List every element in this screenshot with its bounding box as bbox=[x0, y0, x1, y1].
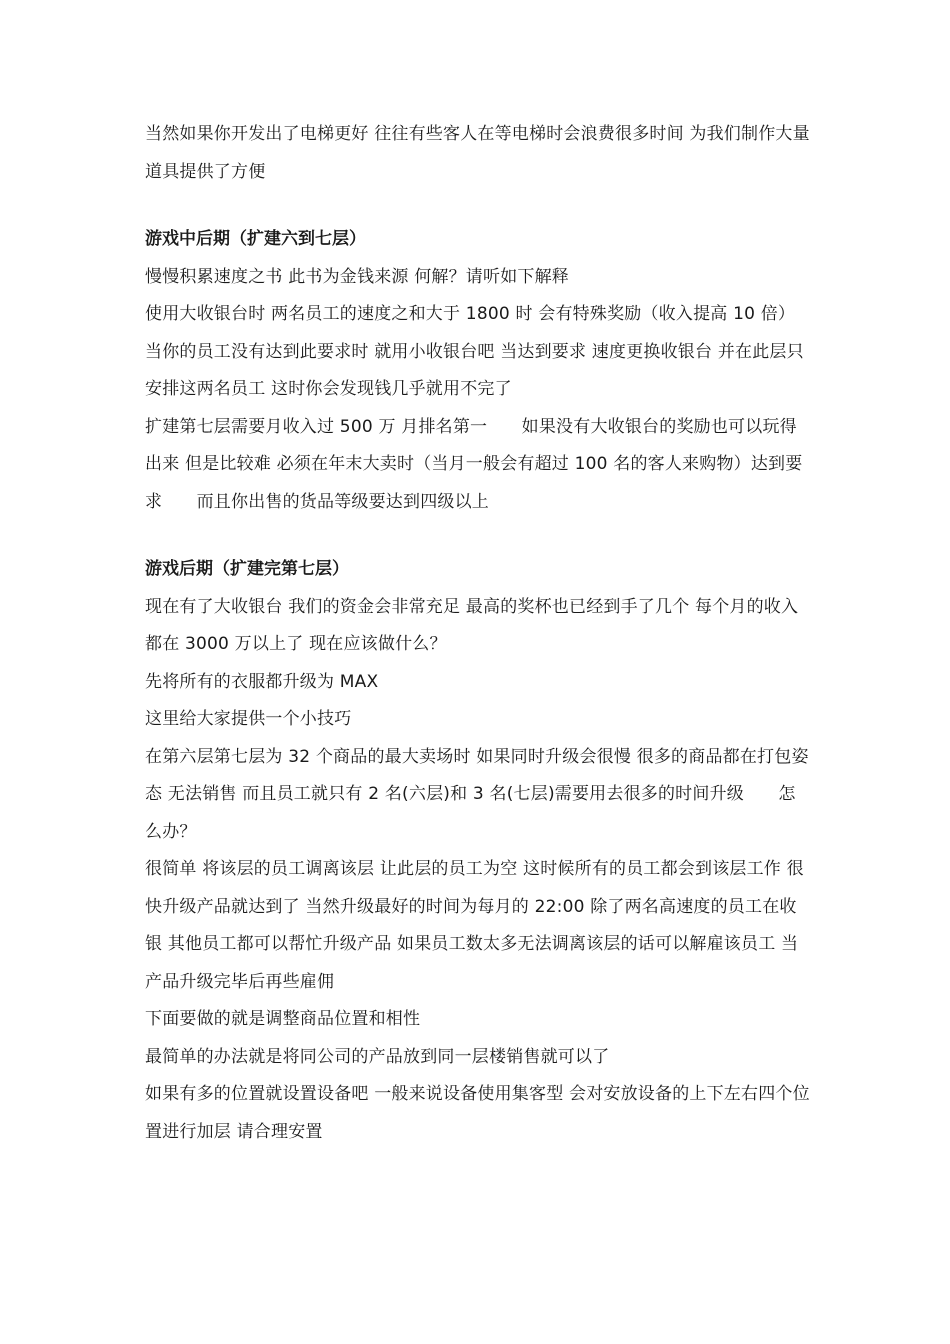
section-spacer bbox=[145, 191, 810, 221]
paragraph-funds: 现在有了大收银台 我们的资金会非常充足 最高的奖杯也已经到手了几个 每个月的收入都在 3000 万以上了 现在应该做什么？ bbox=[145, 596, 799, 654]
paragraph-adjust-position: 下面要做的就是调整商品位置和相性 bbox=[145, 1009, 421, 1029]
intro-paragraph: 当然如果你开发出了电梯更好 往往有些客人在等电梯时会浪费很多时间 为我们制作大量道具提供了方便 bbox=[145, 124, 810, 182]
paragraph-solution: 很简单 将该层的员工调离该层 让此层的员工为空 这时候所有的员工都会到该层工作 很快升级产品就达到了 当然升级最好的时间为每月的 22:00 除了两名高速度的员工在收银 其他员工都可以帮忙升级产品 如果员工数太多无法调离该层的话可以解雇该员工 当产品升级完毕后再些雇佣 bbox=[145, 859, 804, 992]
paragraph-same-company: 最简单的办法就是将同公司的产品放到同一层楼销售就可以了 bbox=[145, 1046, 610, 1067]
document-page bbox=[145, 116, 810, 1151]
paragraph-big-register: 使用大收银台时 两名员工的速度之和大于 1800 时 会有特殊奖励（收入提高 10 倍） bbox=[145, 304, 796, 324]
paragraph-speed-book: 慢慢积累速度之书 此书为金钱来源 何解？请听如下解释 bbox=[145, 266, 570, 287]
paragraph-tip-intro: 这里给大家提供一个小技巧 bbox=[145, 709, 352, 729]
section-spacer bbox=[145, 521, 810, 551]
paragraph-seventh-floor: 扩建第七层需要月收入过 500 万 月排名第一 如果没有大收银台的奖励也可以玩得出来 但是比较难 必须在年末大卖时（当月一般会有超过 100 名的客人来购物）达到要求 而且你出售的货品等级要达到四级以上 bbox=[145, 416, 803, 512]
paragraph-upgrade-clothes: 先将所有的衣服都升级为 MAX bbox=[145, 671, 379, 692]
section-heading-late-game: 游戏后期（扩建完第七层） bbox=[145, 559, 349, 579]
section-heading-mid-game: 游戏中后期（扩建六到七层） bbox=[145, 229, 366, 249]
paragraph-equipment: 如果有多的位置就设置设备吧 一般来说设备使用集客型 会对安放设备的上下左右四个位置进行加层 请合理安置 bbox=[145, 1084, 810, 1142]
paragraph-upgrade-slow: 在第六层第七层为 32 个商品的最大卖场时 如果同时升级会很慢 很多的商品都在打包姿态 无法销售 而且员工就只有 2 名(六层)和 3 名(七层)需要用去很多的时间升级 怎么办？ bbox=[145, 746, 809, 842]
paragraph-small-register: 当你的员工没有达到此要求时 就用小收银台吧 当达到要求 速度更换收银台 并在此层只安排这两名员工 这时你会发现钱几乎就用不完了 bbox=[145, 341, 804, 399]
